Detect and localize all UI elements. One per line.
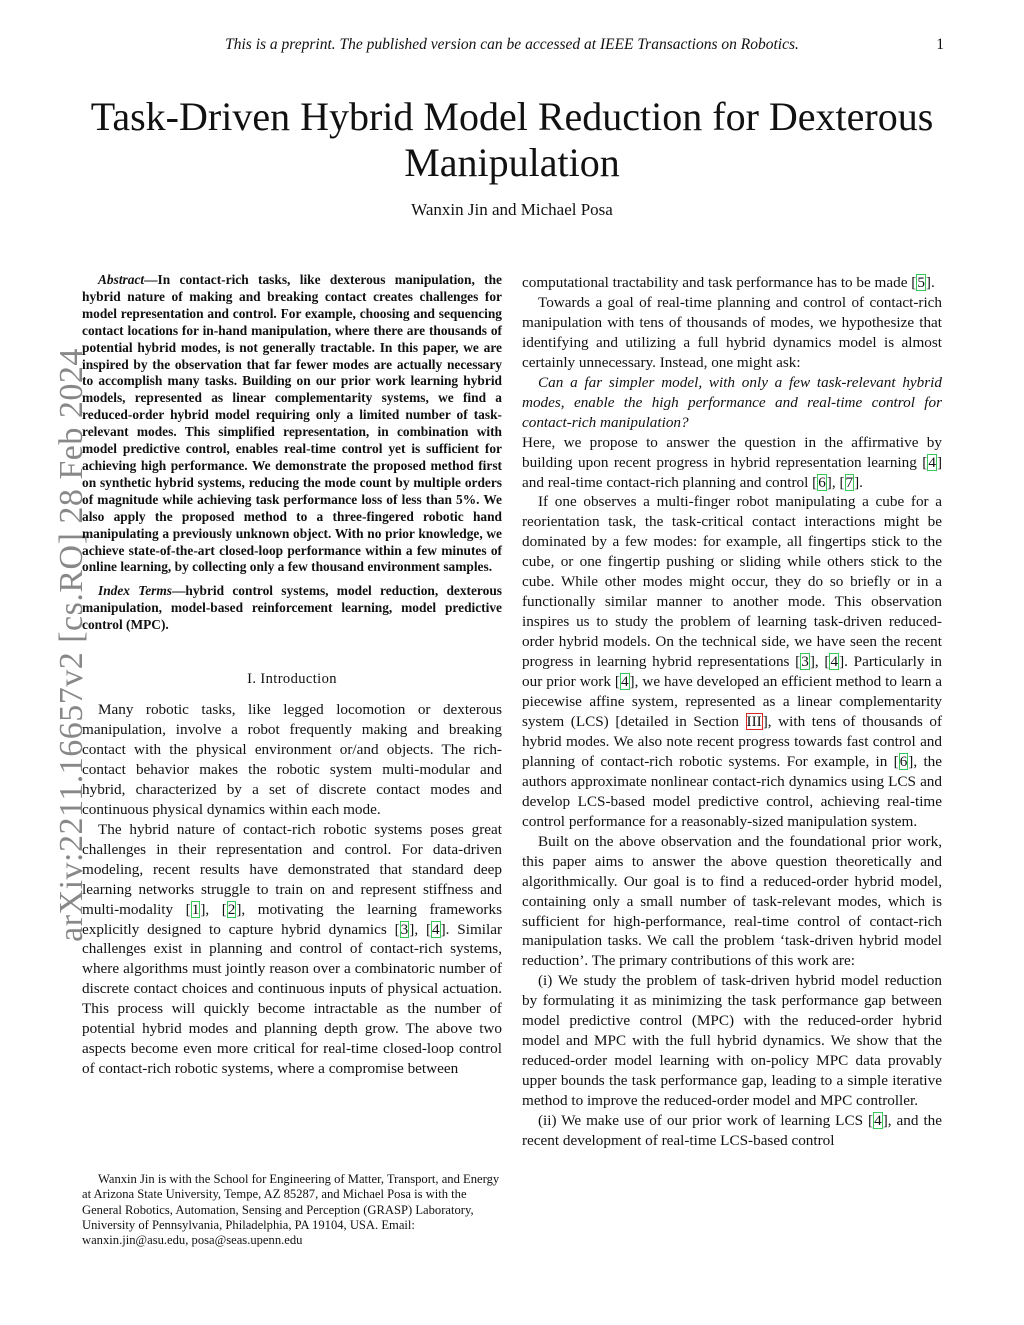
index-terms-label: Index Terms xyxy=(98,583,172,599)
intro-paragraph-2-continued: computational tractability and task performance has to be made [5]. xyxy=(522,274,935,291)
text-run: (ii) We make use of our prior work of learning LCS xyxy=(538,1112,869,1130)
text-run: ], with tens of thousands of hybrid modes. We also note recent progress towards fast control and planning of contact-rich robotic systems. For example, in xyxy=(522,712,942,770)
citation-link[interactable]: 7 xyxy=(845,473,854,491)
text-run: and real-time contact-rich planning and control xyxy=(522,473,813,491)
citation-link[interactable]: 4 xyxy=(874,1112,882,1130)
citation-link[interactable]: 4 xyxy=(432,920,440,938)
right-column xyxy=(522,273,942,1151)
section-heading-introduction: I. Introduction xyxy=(247,671,337,688)
citation-link[interactable]: 1 xyxy=(191,900,200,918)
text-run: . Similar challenges exist in planning and control of contact-rich systems, where algorithms must jointly reason over a combinatoric number of discrete contact choices and continuous inputs of physical actuation. This process will quickly become intractable as the number of potential hybrid modes and planning depth grow. The above two aspects become even more critical for real-time closed-loop control of contact-rich robotic systems, where a compromise between xyxy=(82,920,503,1078)
page-number: 1 xyxy=(936,36,944,53)
text-run: . Particularly in our prior work xyxy=(522,653,943,691)
text-run: , motivating the learning frameworks explicitly designed to capture hybrid dynamics xyxy=(82,900,502,938)
citation-link[interactable]: 6 xyxy=(818,473,826,491)
arxiv-identifier[interactable]: arXiv:2211.16657v2 [cs.RO] 28 Feb 2024 xyxy=(53,348,90,942)
intro-paragraph-6: Built on the above observation and the foundational prior work, this paper aims to answer the above question theoretically and algorithmically. Our goal is to find a reduced-order hybrid model, containing only a small number of task-relevant modes, which is sufficient for high-performance, real-time control of contact-rich manipulation tasks. We call the problem ‘task-driven hybrid model reduction’. The primary contributions of this work are: xyxy=(522,832,942,970)
text-run: computational tractability and task performance has to be made xyxy=(522,274,912,291)
contribution-1: (i) We study the problem of task-driven hybrid model reduction by formulating it as minimizing the task performance gap between model predictive control (MPC) with the reduced-order hybrid model and MPC with the full hybrid dynamics. We show that the reduced-order model learning with on-policy MPC data provably upper bounds the task performance gap, leading to a simple iterative method to improve the reduced-order model and MPC controller. xyxy=(522,972,942,1110)
text-run: The hybrid nature of contact-rich robotic systems poses great challenges in their representation and control. For data-driven modeling, recent results have demonstrated that standard deep learning networks struggle to train on and represent stiffness and multi-modality xyxy=(82,820,502,918)
intro-paragraph-1: Many robotic tasks, like legged locomotion or dexterous manipulation, involve a robot frequently making and breaking contact with the physical environment or/and objects. The rich-contact behavior makes the robotic system multi-modular and hybrid, characterized by a set of discrete contact modes and continuous physical dynamics within each mode. xyxy=(82,701,502,818)
left-column xyxy=(82,272,502,1079)
text-run: , and the recent development of real-time LCS-based control xyxy=(522,1112,943,1149)
text-run: , xyxy=(831,473,840,491)
text-run: . xyxy=(859,473,863,491)
citation-link[interactable]: 6 xyxy=(899,752,908,770)
abstract-label: Abstract xyxy=(98,272,145,287)
paper-title: Task-Driven Hybrid Model Reduction for Dexterous Manipulation xyxy=(90,94,934,185)
preprint-note: This is a preprint. The published version can be accessed at IEEE Transactions on Robotics. xyxy=(225,36,799,53)
author-affiliation-footnote: Wanxin Jin is with the School for Engineering of Matter, Transport, and Energy at Arizona State University, Tempe, AZ 85287, and Michael Posa is with the General Robotics, Automation, Sensing and Perception (GRASP) Laboratory, University of Pennsylvania, Philadelphia, PA 19104, USA. Email: wanxin.jin@asu.edu, posa@seas.upenn.edu xyxy=(82,1172,500,1248)
text-run: If one observes a multi-finger robot manipulating a cube for a reorientation task, the task-critical contact interactions might be dominated by a few modes: for example, all fingertips stick to the cube, or one fingertip pushing or sliding while others stick to the cube. While other modes might occur, they do so briefly or in a functionally similar manner to another mode. This observation inspires us to study the problem of learning task-driven reduced-order hybrid models. On the technical side, we have seen the recent progress in learning hybrid representations xyxy=(522,493,942,671)
contribution-2: (ii) We make use of our prior work of learning LCS [4], and the recent development of real-time LCS-based control xyxy=(522,1112,943,1149)
text-run: , the authors approximate nonlinear contact-rich dynamics using LCS and develop LCS-based model predictive control, achieving real-time control performance for a reasonably-sized manipulation system. xyxy=(522,752,942,830)
research-question: Can a far simpler model, with only a few task-relevant hybrid modes, enable the high performance and real-time control for contact-rich manipulation? xyxy=(522,373,942,431)
citation-link[interactable]: 2 xyxy=(227,900,236,918)
abstract-text: —In contact-rich tasks, like dexterous manipulation, the hybrid nature of making and breaking contact creates challenges for model representation and control. For example, choosing and sequencing contact locations for in-hand manipulation, where there are thousands of potential hybrid modes, is not generally tractable. In this paper, we are inspired by the observation that far fewer modes are actually necessary to accomplish many tasks. Building on our prior work learning hybrid models, represented as linear complementarity systems, we find a reduced-order hybrid model requiring only a limited number of task-relevant modes. This simplified representation, in combination with model predictive control, enables real-time control yet is sufficient for achieving high performance. We demonstrate the proposed method first on synthetic hybrid systems, reducing the mode count by multiple orders of magnitude while achieving task performance loss of less than 5%. We also apply the proposed method to a three-fingered robotic hand manipulating a previously unknown object. With no prior knowledge, we achieve state-of-the-art closed-loop performance within a few minutes of online learning, by collecting only a few thousand environment samples. xyxy=(82,272,502,575)
index-terms xyxy=(82,583,502,634)
citation-link[interactable]: 4 xyxy=(928,453,936,471)
citation-link[interactable]: 3 xyxy=(400,920,409,938)
text-run: Here, we propose to answer the question in the affirmative by building upon recent progress in hybrid representation learning xyxy=(522,433,942,471)
index-terms-text: —hybrid control systems, model reduction, dexterous manipulation, model-based reinforcement learning, model predictive control (MPC). xyxy=(82,583,502,633)
text-run: , we have developed an efficient method to learn a piecewise affine system, represented as a linear complementarity system (LCS) [detailed in Section xyxy=(522,673,943,730)
text-run: , xyxy=(205,900,222,918)
text-run: , xyxy=(814,653,825,671)
citation-link[interactable]: 4 xyxy=(620,673,629,691)
intro-paragraph-3: Towards a goal of real-time planning and control of contact-rich manipulation with tens of thousands of modes, we hypothesize that identifying and utilizing a full hybrid dynamics model is almost certainly unnecessary. Instead, one might ask: xyxy=(522,293,942,371)
text-run: , xyxy=(414,920,426,938)
citation-link[interactable]: 4 xyxy=(830,653,839,671)
citation-link[interactable]: 5 xyxy=(917,274,925,291)
authors: Wanxin Jin and Michael Posa xyxy=(411,200,613,219)
citation-link[interactable]: 3 xyxy=(801,653,809,671)
intro-paragraph-2: The hybrid nature of contact-rich robotic systems poses great challenges in their representation and control. For data-driven modeling, recent results have demonstrated that standard deep learning networks struggle to train on and represent stiffness and multi-modality [1], [2], motivating the learning frameworks explicitly designed to capture hybrid dynamics [3], [4]. Similar challenges exist in planning and control of contact-rich systems, where algorithms must jointly reason over a combinatoric number of discrete contact choices and continuous inputs of physical actuation. This process will quickly become intractable as the number of potential hybrid modes and planning depth grow. The above two aspects become even more critical for real-time closed-loop control of contact-rich robotic systems, where a compromise between xyxy=(82,820,503,1078)
abstract xyxy=(82,272,502,576)
intro-paragraph-5: If one observes a multi-finger robot manipulating a cube for a reorientation task, the task-critical contact interactions might be dominated by a few modes: for example, all fingertips stick to the cube, or one fingertip pushing or sliding while others stick to the cube. While other modes might occur, they do so briefly or in a functionally similar manner to another mode. This observation inspires us to study the problem of learning task-driven reduced-order hybrid models. On the technical side, we have seen the recent progress in learning hybrid representations [3], [4]. Particularly in our prior work [4], we have developed an efficient method to learn a piecewise affine system, represented as a linear complementarity system (LCS) [detailed in Section III], with tens of thousands of hybrid modes. We also note recent progress towards fast control and planning of contact-rich robotic systems. For example, in [6], the authors approximate nonlinear contact-rich dynamics using LCS and develop LCS-based model predictive control, achieving real-time control performance for a reasonably-sized manipulation system. xyxy=(522,493,943,830)
text-run: . xyxy=(930,274,935,291)
section-reference-link[interactable]: III xyxy=(746,712,762,730)
intro-paragraph-4: Here, we propose to answer the question in the affirmative by building upon recent progress in hybrid representation learning [4] and real-time contact-rich planning and control [6], [7]. xyxy=(522,433,942,491)
